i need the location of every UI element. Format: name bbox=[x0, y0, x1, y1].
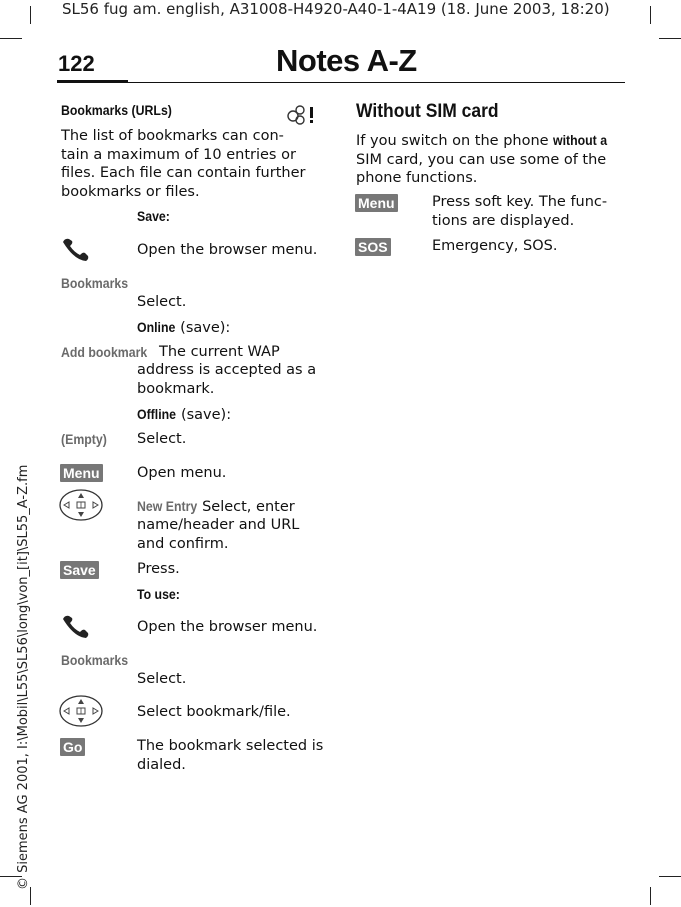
new-entry-text-cont: name/header and URL and confirm. bbox=[137, 517, 300, 552]
crop-mark-top-right-h bbox=[659, 38, 681, 39]
press-text: Press. bbox=[137, 561, 180, 577]
menu-softkey-text: Press soft key. The func- tions are displayed. bbox=[432, 194, 608, 229]
call-key-icon bbox=[60, 613, 94, 639]
crop-mark-top-left-h bbox=[0, 38, 22, 39]
bookmarks-heading: Bookmarks (URLs) bbox=[61, 102, 172, 118]
open-menu-text: Open menu. bbox=[137, 465, 227, 481]
save-softkey[interactable]: Save bbox=[60, 561, 99, 579]
offline-label: Offline bbox=[137, 406, 177, 422]
new-entry-line: New Entry Select, enter bbox=[137, 498, 295, 515]
add-bookmark-text: The current WAP bbox=[159, 344, 280, 360]
go-softkey[interactable]: Go bbox=[60, 738, 85, 756]
add-bookmark-item: Add bookmark bbox=[61, 344, 148, 360]
without-a-bold: without a bbox=[553, 132, 608, 148]
navigation-key-icon[interactable] bbox=[58, 694, 104, 728]
navigation-key-icon[interactable] bbox=[58, 488, 104, 522]
select-bookmark-text: Select bookmark/file. bbox=[137, 704, 291, 720]
menu-softkey-right[interactable]: Menu bbox=[355, 194, 398, 212]
menu-softkey[interactable]: Menu bbox=[60, 464, 103, 482]
empty-item: (Empty) bbox=[61, 431, 107, 447]
header-rule-thick bbox=[57, 80, 128, 83]
document-info: SL56 fug am. english, A31008-H4920-A40-1-4A19 (18. June 2003, 18:20) bbox=[62, 0, 610, 18]
page-title: Notes A-Z bbox=[276, 43, 417, 78]
bookmarks-menu-item-1: Bookmarks bbox=[61, 275, 129, 291]
without-sim-heading: Without SIM card bbox=[356, 101, 499, 122]
sos-text: Emergency, SOS. bbox=[432, 238, 558, 254]
go-text: The bookmark selected is dialed. bbox=[137, 738, 324, 773]
select-text-1: Select. bbox=[137, 294, 187, 310]
crop-mark-bottom-right-h bbox=[659, 876, 681, 877]
select-text-2: Select. bbox=[137, 431, 187, 447]
online-label: Online bbox=[137, 319, 176, 335]
call-key-icon bbox=[60, 236, 94, 262]
without-sim-intro: If you switch on the phone without a SIM card, you can use some of the phone functions. bbox=[356, 132, 608, 186]
open-browser-menu-2: Open the browser menu. bbox=[137, 619, 318, 635]
header-rule bbox=[128, 82, 625, 83]
crop-mark-bottom-right-v bbox=[650, 887, 651, 905]
new-entry-label: New Entry bbox=[137, 498, 198, 514]
open-browser-menu-1: Open the browser menu. bbox=[137, 242, 318, 258]
crop-mark-top-left-v bbox=[30, 6, 31, 24]
save-label: Save: bbox=[137, 208, 170, 224]
offline-line: Offline (save): bbox=[137, 406, 232, 423]
bookmarks-intro: The list of bookmarks can con- tain a maximum of 10 entries or files. Each file can contain further bookmarks or files. bbox=[61, 128, 306, 200]
network-exclamation-icon bbox=[286, 104, 316, 126]
add-bookmark-text-cont: address is accepted as a bookmark. bbox=[137, 362, 317, 397]
sos-softkey[interactable]: SOS bbox=[355, 238, 391, 256]
online-line: Online (save): bbox=[137, 319, 231, 336]
copyright-sidebar: © Siemens AG 2001, I:\Mobil\L55\SL56\long\von_[it]\SL55_A-Z.fm bbox=[16, 464, 31, 890]
page-number: 122 bbox=[58, 51, 95, 76]
to-use-label: To use: bbox=[137, 586, 180, 602]
select-text-3: Select. bbox=[137, 671, 187, 687]
crop-mark-top-right-v bbox=[650, 6, 651, 24]
bookmarks-menu-item-2: Bookmarks bbox=[61, 652, 129, 668]
